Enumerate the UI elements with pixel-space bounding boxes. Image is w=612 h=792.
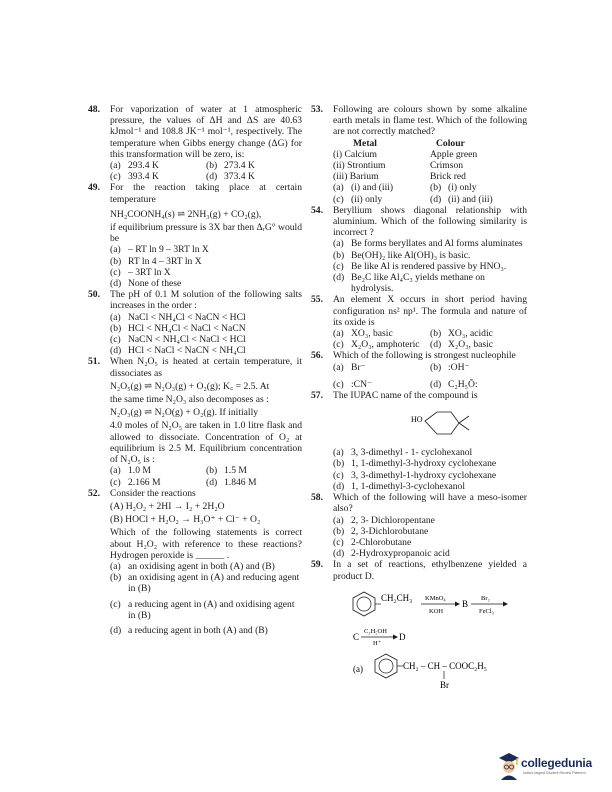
table-cell: (i) Calcium xyxy=(333,148,377,160)
question-text-3: 4.0 moles of N₂O₅ are taken in 1.0 litre flask and allowed to dissociate. Concentration of O₂ at equilibrium is 2.5 M. Equilibrium concentration of N₂O₅ is : xyxy=(110,420,302,466)
option-c: (c) NaCN < NH₄Cl < NaCl < HCl xyxy=(110,334,246,346)
question-text: For the reaction taking place at certain temperature xyxy=(110,182,302,205)
option-c: (c) (ii) only xyxy=(333,193,383,205)
option-d: (d) 373.4 K xyxy=(206,171,255,183)
option-c: (c) a reducing agent in (A) and oxidising agent in (B) xyxy=(110,598,295,621)
question-number: 59. xyxy=(311,559,323,571)
question-52 xyxy=(88,488,302,636)
option-c: (c) :CN⁻ xyxy=(333,378,373,390)
option-d: (d) None of these xyxy=(110,278,182,290)
question-text: The IUPAC name of the compound is xyxy=(333,390,478,402)
option-d: (d) a reducing agent in both (A) and (B) xyxy=(110,624,268,636)
product-b: B xyxy=(462,598,469,609)
option-b: (b) HCl < NH₄Cl < NaCl < NaCN xyxy=(110,322,246,334)
option-b: (b) 1, 1-dimethyl-3-hydroxy cyclohexane xyxy=(333,458,497,470)
options xyxy=(333,182,527,204)
graduate-avatar-icon xyxy=(497,752,521,780)
reagent-2-bottom: FeCl₃ xyxy=(479,607,494,615)
options xyxy=(333,328,527,350)
option-a: (a) 3, 3-dimethyl - 1- cyclohexanol xyxy=(333,447,473,459)
option-a: (a) – RT ln 9 – 3RT ln X xyxy=(110,244,209,256)
question-text: Consider the reactions xyxy=(110,487,196,499)
option-d: (d) 1, 1-dimethyl-3-cyclohexanol xyxy=(333,480,466,492)
question-text-2: if equilibrium pressure is 3X bar then ΔᵣG° would be xyxy=(110,222,302,245)
equation-2: N₂O₃(g) ⇌ N₂O(g) + O₂(g). If initially xyxy=(110,407,259,419)
reaction-scheme xyxy=(333,582,533,692)
question-56 xyxy=(311,350,527,390)
hydroxyl-label: HO xyxy=(411,415,423,425)
reagent-3-top: C₂H₅OH xyxy=(364,627,387,635)
left-column xyxy=(88,104,302,636)
table-cell: Brick red xyxy=(430,171,466,183)
option-d: (d) 1.846 M xyxy=(206,476,257,488)
question-text: Beryllium shows diagonal relationship with aluminium. Which of the following similarity is incorrect ? xyxy=(333,204,527,239)
question-number: 48. xyxy=(88,104,100,115)
reaction-a: (A) H₂O₂ + 2HI → I₂ + 2H₂O xyxy=(110,500,225,512)
table-header-metal: Metal xyxy=(353,137,377,149)
question-50 xyxy=(88,289,302,356)
option-a: (a) 293.4 K xyxy=(110,160,159,172)
question-57 xyxy=(311,390,527,492)
question-number: 53. xyxy=(311,104,323,115)
option-b: (b) Be(OH)₂ like Al(OH)₃ is basic. xyxy=(333,249,471,261)
option-c: (c) 2.166 M xyxy=(110,476,161,488)
option-a: (a) (i) and (iii) xyxy=(333,182,394,194)
option-b: (b) 2, 3-Dichlorobutane xyxy=(333,525,429,537)
question-text-2: Which of the following statements is correct about H₂O₂ with reference to these reactions? Hydrogen peroxide is ______ . xyxy=(110,527,302,561)
dimethylcyclohexanol-structure xyxy=(333,401,533,447)
option-b: (b) an oxidising agent in (A) and reducing agent in (B) xyxy=(110,572,300,595)
option-b: (b) XO₃, acidic xyxy=(430,328,493,340)
question-54 xyxy=(311,205,527,295)
options xyxy=(110,465,302,487)
question-text: For vaporization of water at 1 atmospheric pressure, the values of ΔH and ΔS are 40.63 kJmol⁻¹ and 108.8 JK⁻¹ mol⁻¹, respectively. The temperature when Gibbs energy change (ΔG) for this transformation will be zero, is: xyxy=(110,104,302,160)
options xyxy=(110,160,302,182)
question-48 xyxy=(88,104,302,182)
table-header-colour: Colour xyxy=(436,137,465,149)
brand-tagline: India's largest Student Review Platform xyxy=(523,771,586,775)
option-c: (c) X₂O₃, amphoteric xyxy=(333,339,420,351)
option-a: (a) 2, 3- Dichloropentane xyxy=(333,514,435,526)
option-d: (d) (ii) and (iii) xyxy=(430,193,493,205)
option-a: (a) an oxidising agent in both (A) and (B) xyxy=(110,560,275,572)
question-text: Following are colours shown by some alkaline earth metals in flame test. Which of the following are not correctly matched? xyxy=(333,104,527,138)
option-d: (d) Be₂C like Al₄C₃ yields methane on hydrolysis. xyxy=(333,272,485,295)
question-number: 54. xyxy=(311,204,323,216)
brand-name: collegedunia xyxy=(521,756,592,770)
option-a-label: (a) xyxy=(353,663,363,674)
question-number: 55. xyxy=(311,294,323,306)
product-d: D xyxy=(399,631,406,642)
option-b: (b) 1.5 M xyxy=(206,465,247,477)
option-c: (c) Be like Al is rendered passive by HNO₃. xyxy=(333,260,507,272)
ethyl-group-label: CH₂CH₃ xyxy=(381,592,413,603)
question-text: An element X occurs in short period having configuration ns² np¹. The formula and nature of its oxide is xyxy=(333,294,527,328)
equation: NH₂COONH₄(s) ⇌ 2NH₃(g) + CO₂(g), xyxy=(110,208,262,220)
question-number: 52. xyxy=(88,487,100,499)
question-59 xyxy=(311,559,527,691)
question-53 xyxy=(311,104,527,205)
option-c: (c) 3, 3-dimethyl-1-hydroxy cyclohexane xyxy=(333,469,497,481)
match-table xyxy=(333,138,527,183)
table-cell: (iii) Barium xyxy=(333,171,379,183)
reagent-1-top: KMnO₄ xyxy=(425,594,446,602)
reagent-3-bottom: H⁺ xyxy=(373,639,382,647)
reaction-b: (B) HOCl + H₂O₂ → H₃O⁺ + Cl⁻ + O₂ xyxy=(110,514,261,526)
option-c: (c) 393.4 K xyxy=(110,171,159,183)
question-number: 50. xyxy=(88,289,100,301)
question-number: 57. xyxy=(311,390,323,402)
question-number: 56. xyxy=(311,350,323,362)
collegedunia-logo xyxy=(497,750,607,782)
question-number: 51. xyxy=(88,356,100,368)
benzene-ring-icon xyxy=(353,592,375,616)
question-51 xyxy=(88,356,302,487)
product-c: C xyxy=(353,631,360,642)
question-number: 58. xyxy=(311,492,323,504)
option-b: (b) (i) only xyxy=(430,182,477,194)
option-b: (b) :OH⁻ xyxy=(430,361,470,373)
table-cell: Apple green xyxy=(430,148,478,160)
question-text-2: the same time N₂O₃ also decomposes as : xyxy=(110,394,269,406)
table-cell: (ii) Strontium xyxy=(333,160,386,172)
option-a: (a) XO₃, basic xyxy=(333,328,393,340)
reagent-2-top: Br₂ xyxy=(481,594,490,602)
bromo-substituent: Br xyxy=(440,679,449,690)
question-text: When N₂O₅ is heated at certain temperature, it dissociates as xyxy=(110,356,302,379)
option-a: (a) Br⁻ xyxy=(333,361,366,373)
question-55 xyxy=(311,294,527,350)
question-number: 49. xyxy=(88,182,100,194)
option-d: (d) X₂O₃, basic xyxy=(430,339,494,351)
option-c: (c) 2-Chlorobutane xyxy=(333,536,412,548)
option-d: (d) C₂H₅Ō: xyxy=(430,378,478,390)
question-text: Which of the following will have a meso-isomer also? xyxy=(333,492,527,515)
option-a: (a) NaCl < NH₄Cl < NaCN < HCl xyxy=(110,311,246,323)
option-a: (a) 1.0 M xyxy=(110,465,151,477)
option-c: (c) – 3RT ln X xyxy=(110,266,171,278)
options xyxy=(333,362,527,390)
table-cell: Crimson xyxy=(430,160,464,172)
option-b: (b) 273.4 K xyxy=(206,160,255,172)
question-49 xyxy=(88,182,302,289)
option-b: (b) RT ln 4 – 3RT ln X xyxy=(110,255,202,267)
right-column xyxy=(311,104,527,692)
reagent-1-bottom: KOH xyxy=(429,607,444,615)
side-chain-label: CH₂ – CH – COOC₂H₅ xyxy=(403,660,487,671)
option-d: (d) 2-Hydroxypropanoic acid xyxy=(333,548,450,560)
equation-1: N₂O₅(g) ⇌ N₂O₃(g) + O₂(g); K꜀ = 2.5. At xyxy=(110,380,270,392)
question-text: Which of the following is strongest nucleophile xyxy=(333,350,516,362)
question-text: In a set of reactions, ethylbenzene yielded a product D. xyxy=(333,559,527,582)
option-a: (a) Be forms beryllates and Al forms aluminates xyxy=(333,238,523,250)
benzene-ring-icon xyxy=(375,654,397,678)
option-d: (d) HCl < NaCl < NaCN < NH₄Cl xyxy=(110,345,246,357)
question-text: The pH of 0.1 M solution of the following salts increases in the order : xyxy=(110,289,302,312)
question-58 xyxy=(311,492,527,559)
